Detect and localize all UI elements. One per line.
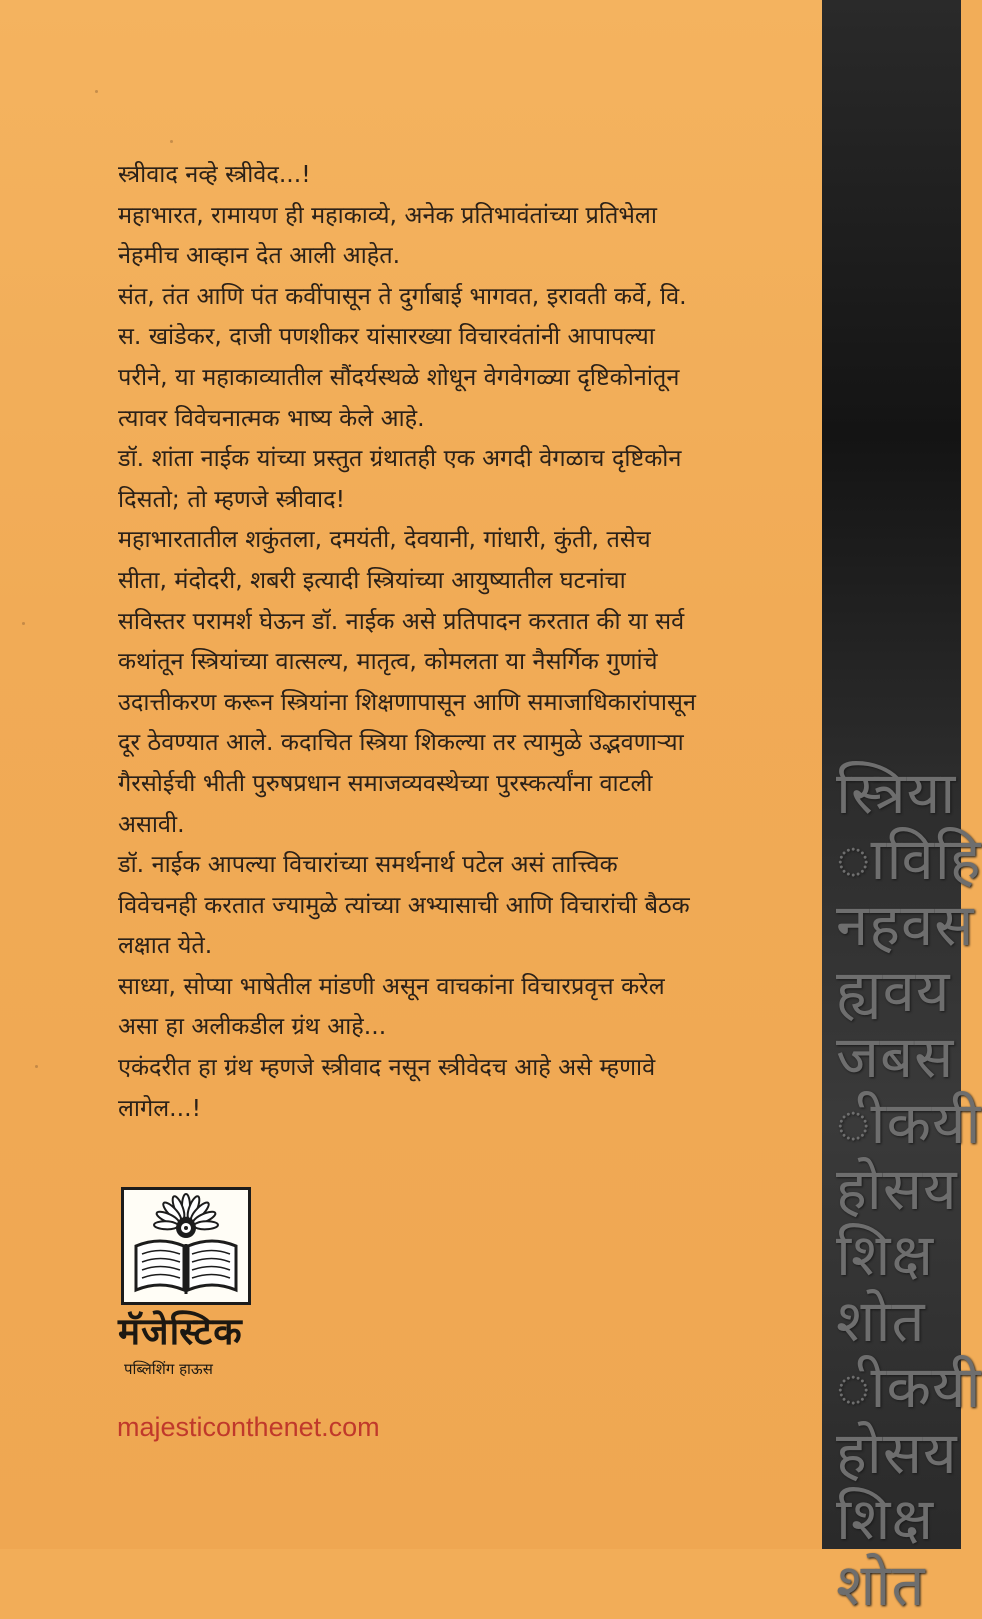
manuscript-row: नहवस [836,891,975,959]
manuscript-row: ीकयी [836,1353,982,1421]
manuscript-row: शोत [836,1287,926,1355]
manuscript-script [836,759,982,1619]
manuscript-row: शिक्ष [836,1485,935,1553]
manuscript-row: होसय [836,1419,958,1487]
blurb-line: कथांतून स्त्रियांच्या वात्सल्य, मातृत्व, कोमलता या नैसर्गिक गुणांचे [118,647,658,676]
blurb-line: त्यावर विवेचनात्मक भाष्य केले आहे. [118,403,425,432]
publisher-subtitle: पब्लिशिंग हाऊस [124,1360,213,1378]
spine-manuscript-panel [822,0,982,1619]
blurb-line: दूर ठेवण्यात आले. कदाचित स्त्रिया शिकल्या तर त्यामुळे उद्भवणाऱ्या [118,728,684,757]
blurb-line: महाभारतातील शकुंतला, दमयंती, देवयानी, गांधारी, कुंती, तसेच [118,525,651,554]
blurb-line: संत, तंत आणि पंत कवींपासून ते दुर्गाबाई भागवत, इरावती कर्वे, वि. [118,281,687,310]
blurb-line: नेहमीच आव्हान देत आली आहेत. [118,241,401,270]
publisher-name: मॅजेस्टिक [118,1310,243,1353]
blurb-text [118,154,798,1128]
manuscript-row: शोत [836,1551,926,1619]
blurb-line: डॉ. नाईक आपल्या विचारांच्या समर्थनार्थ पटेल असं तात्त्विक [118,850,618,879]
speck [170,140,173,143]
publisher-website-link[interactable]: majesticonthenet.com [117,1412,380,1442]
blurb-line: एकंदरीत हा ग्रंथ म्हणजे स्त्रीवाद नसून स्त्रीवेदच आहे असे म्हणावे [118,1053,656,1082]
blurb-line: लागेल...! [118,1093,202,1122]
blurb-line: महाभारत, रामायण ही महाकाव्ये, अनेक प्रतिभावंतांच्या प्रतिभेला [118,200,657,229]
blurb-line: डॉ. शांता नाईक यांच्या प्रस्तुत ग्रंथातही एक अगदी वेगळाच दृष्टिकोन [118,444,682,473]
manuscript-row: ह्यवय [836,957,951,1025]
speck [22,622,25,625]
manuscript-row: ाविहि [836,825,982,893]
manuscript-row: ीकयी [836,1089,982,1157]
blurb-line: परीने, या महाकाव्यातील सौंदर्यस्थळे शोधून वेगवेगळ्या दृष्टिकोनांतून [118,362,680,391]
blurb-line: स. खांडेकर, दाजी पणशीकर यांसारख्या विचारवंतांनी आपापल्या [118,322,655,351]
blurb-line: असावी. [118,809,185,838]
manuscript-row: जबस [836,1023,955,1091]
blurb-line: सीता, मंदोदरी, शबरी इत्यादी स्त्रियांच्या आयुष्यातील घटनांचा [118,565,626,594]
speck [35,1065,38,1068]
blurb-line: साध्या, सोप्या भाषेतील मांडणी असून वाचकांना विचारप्रवृत्त करेल [118,971,665,1000]
speck [95,90,98,93]
blurb-line: स्त्रीवाद नव्हे स्त्रीवेद...! [118,160,311,188]
blurb-line: असा हा अलीकडील ग्रंथ आहे... [118,1012,387,1041]
blurb-line: उदात्तीकरण करून स्त्रियांना शिक्षणापासून आणि समाजाधिकारांपासून [118,687,696,716]
blurb-line: लक्षात येते. [118,931,213,960]
blurb-line: दिसतो; तो म्हणजे स्त्रीवाद! [118,484,345,513]
blurb-line: सविस्तर परामर्श घेऊन डॉ. नाईक असे प्रतिपादन करतात की या सर्व [118,606,685,635]
manuscript-row: शिक्ष [836,1221,935,1289]
publisher-logo [121,1187,251,1305]
blurb-line: गैरसोईची भीती पुरुषप्रधान समाजव्यवस्थेच्या पुरस्कर्त्यांना वाटली [118,768,653,797]
manuscript-row: स्त्रिया [836,759,957,827]
blurb-line: विवेचनही करतात ज्यामुळे त्यांच्या अभ्यासाची आणि विचारांची बैठक [118,890,690,919]
manuscript-row: होसय [836,1155,958,1223]
